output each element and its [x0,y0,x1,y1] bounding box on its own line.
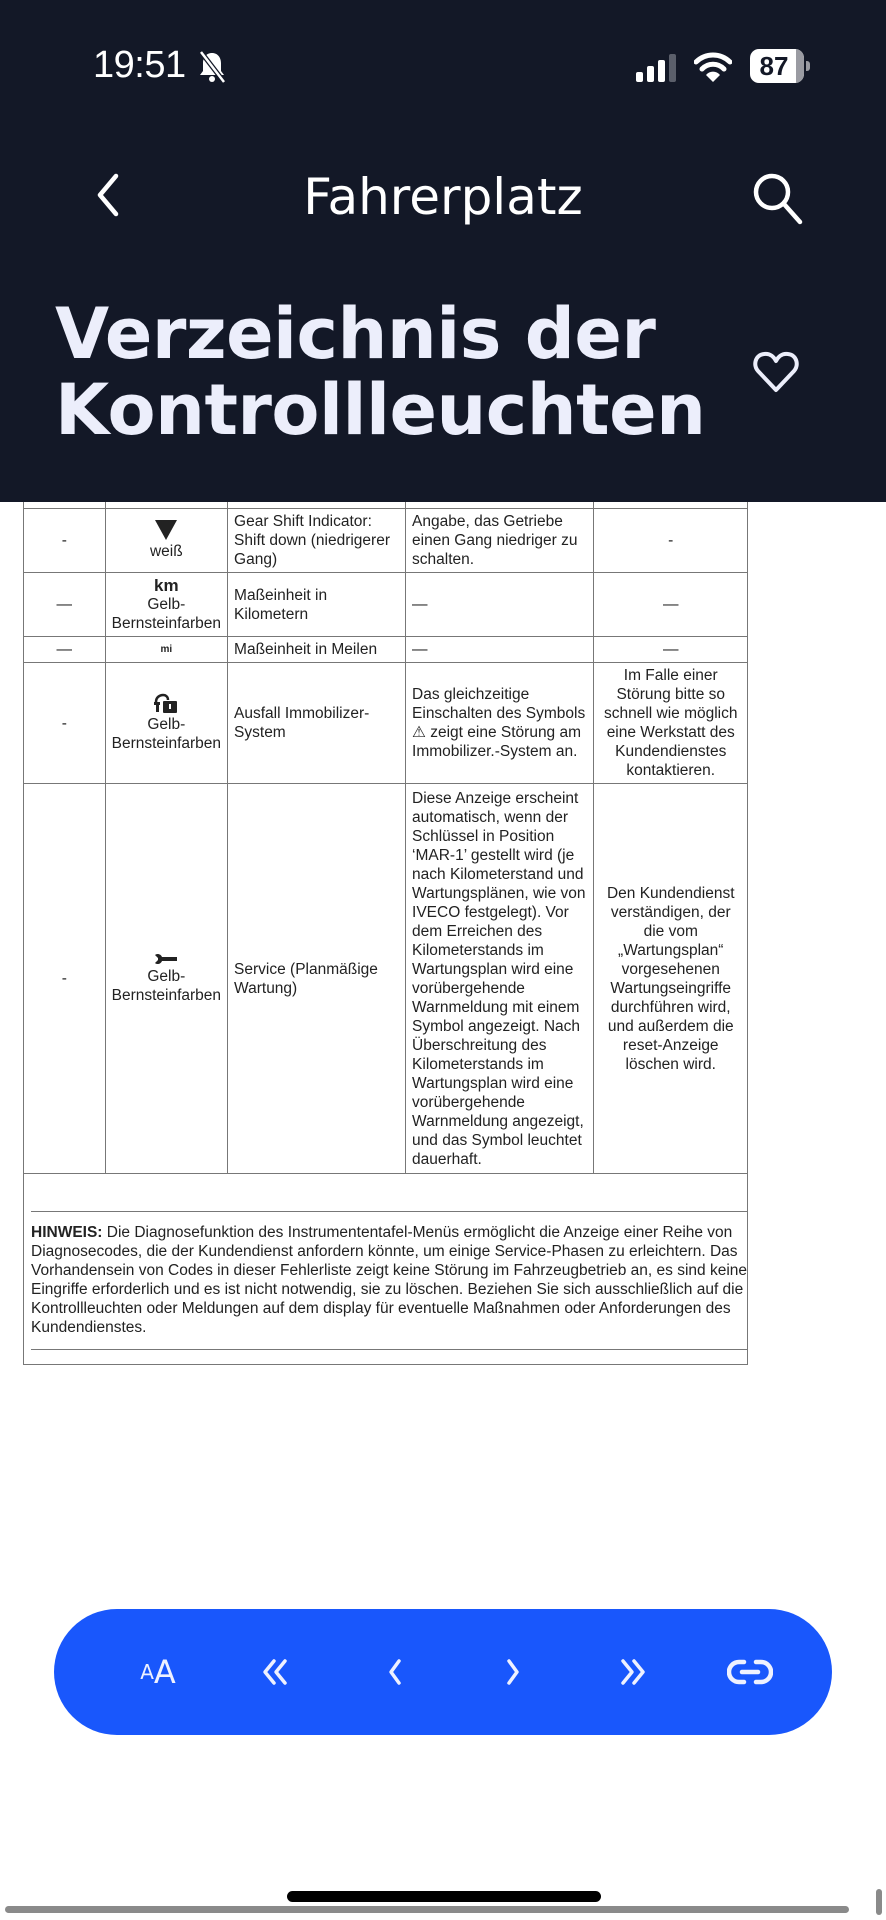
lamp-color: Gelb-Bernsteinfarben [111,716,222,752]
note-box [23,1173,748,1365]
copy-link-button[interactable] [720,1642,780,1702]
last-page-button[interactable] [602,1642,662,1702]
note-label: HINWEIS: [31,1224,103,1241]
status-bar [0,0,886,130]
lamp-color: weiß [149,543,183,560]
lamp-color: Gelb-Bernsteinfarben [111,967,222,1004]
wifi-icon [694,50,732,84]
previous-page-button[interactable] [365,1642,425,1702]
triangle-down-icon [155,520,177,540]
immobilizer-lock-icon [154,693,178,713]
warning-lights-table [23,460,748,1174]
battery-percent: 87 [759,51,789,81]
status-time: 19:51 [93,44,186,86]
reader-toolbar [54,1609,832,1735]
nav-title: Fahrerplatz [303,168,583,226]
note-body: Die Diagnosefunktion des Instrumententafel-Menüs ermöglicht die Anzeige einer Reihe von Diagnosecodes, die der Kundendienst anfordern könnte, um einige Service-Phasen zu erleichtern. Das Vorhandensein von Codes in dieser Fehlerliste zeigt keine Störung im Fahrzeugbetrieb an, es sind keine Eingriffe erforderlich und es ist nicht notwendig, sie zu löschen. Beziehen Sie sich ausschließlich auf die Kontrollleuchten oder Meldungen auf dem display für eventuelle Maßnahmen oder Anforderungen des Kundendienstes. [31,1224,748,1336]
table-row: - weiß Gear Shift Indicator: Shift down (niedrigerer Gang) Angabe, das Getriebe einen Gang niedriger zu schalten. - [24,509,748,573]
table-row: — mi Maßeinheit in Meilen — — [24,637,748,663]
divider [31,1211,747,1212]
table-row: - Gelb-Bernsteinfarben Ausfall Immobilizer-System Das gleichzeitige Einschalten des Symbols ⚠ zeigt eine Störung am Immobilizer.-System an. Im Falle einer Störung bitte so schnell wie möglich eine Werkstatt des Kundendienstes kontaktieren. [24,663,748,784]
table-row: - Gelb-Bernsteinfarben Service (Planmäßige Wartung) Diese Anzeige erscheint automatisch, wenn der Schlüssel in Position ‘MAR-1’ gestellt wird (je nach Kilometerstand und Wartungsplänen, wie von IVECO festgelegt). Vor dem Erreichen des Kilometerstands im Wartungsplan wird eine vorübergehende Warnmeldung mit einem Symbol angezeigt. Nach Überschreitung des Kilometerstands im Wartungsplan wird eine vorübergehende Warnmeldung angezeigt, und das Symbol leuchtet dauerhaft. Den Kundendienst verständigen, der die vom „Wartungsplan“ vorgesehenen Wartungseingriffe durchführen wird, und außerdem die reset-Anzeige löschen wird. [24,784,748,1174]
vertical-scrollbar[interactable] [876,1889,882,1915]
home-indicator [287,1891,601,1902]
horizontal-scrollbar[interactable] [5,1906,849,1913]
double-chevron-right-icon [616,1658,648,1686]
mi-symbol: mi [160,644,173,655]
table-row: — km Gelb-Bernsteinfarben Maßeinheit in Kilometern — — [24,573,748,637]
chevron-right-icon [503,1658,523,1686]
page-title [55,293,706,451]
page-title-line1: Verzeichnis der [55,293,656,375]
double-chevron-left-icon [260,1658,292,1686]
cellular-signal-icon [636,54,678,82]
battery-indicator [750,49,810,83]
km-symbol: km [154,576,179,595]
wrench-icon [154,953,178,965]
page-title-line2: Kontrollleuchten [55,369,706,451]
next-page-button[interactable] [483,1642,543,1702]
first-page-button[interactable] [246,1642,306,1702]
chevron-left-icon [385,1658,405,1686]
note-text [31,1223,749,1337]
search-icon[interactable] [750,170,806,226]
font-size-button[interactable]: A A [140,1653,176,1691]
heart-outline-icon[interactable] [752,350,800,394]
divider [31,1349,747,1350]
lamp-color: Gelb-Bernsteinfarben [111,596,222,632]
link-icon [727,1658,773,1686]
bell-slash-icon [196,50,228,84]
app-header [0,0,886,502]
document-content [23,460,748,1174]
